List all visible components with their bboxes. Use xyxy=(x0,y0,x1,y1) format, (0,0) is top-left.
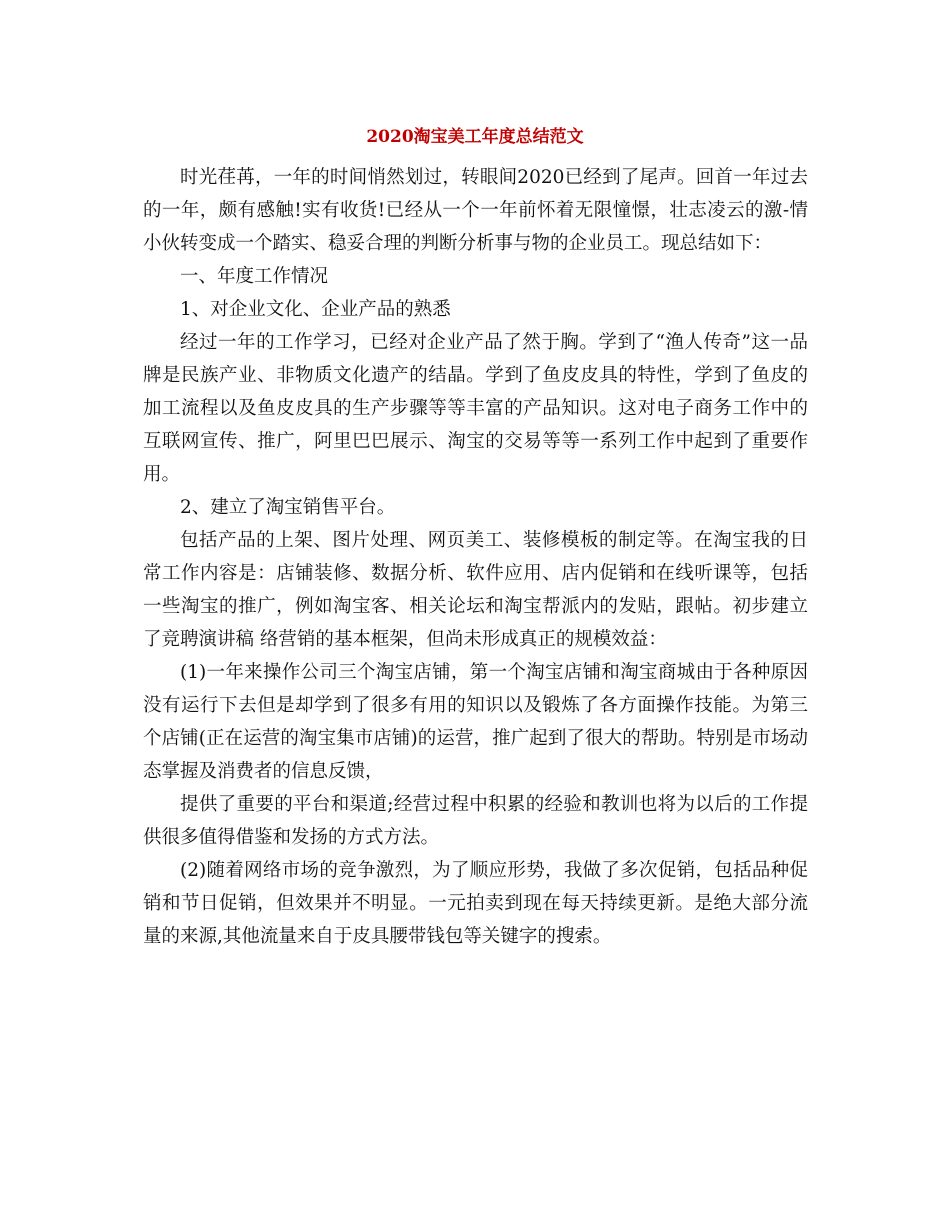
paragraph-item-1: (1)一年来操作公司三个淘宝店铺，第一个淘宝店铺和淘宝商城由于各种原因没有运行下去但是却学到了很多有用的知识以及锻炼了各方面操作技能。为第三个店铺(正在运营的淘宝集市店铺)的运营，推广起到了很大的帮助。特别是市场动态掌握及消费者的信息反馈， xyxy=(143,662,808,782)
paragraph-item-1-continued: 提供了重要的平台和渠道;经营过程中积累的经验和教训也将为以后的工作提供很多值得借鉴和发扬的方式方法。 xyxy=(143,794,808,848)
subsection-heading-culture-products: 1、对企业文化、企业产品的熟悉 xyxy=(180,299,451,320)
paragraph-daily-work: 包括产品的上架、图片处理、网页美工、装修模板的制定等。在淘宝我的日常工作内容是：店铺装修、数据分析、软件应用、店内促销和在线听课等，包括一些淘宝的推广，例如淘宝客、相关论坛和淘宝帮派内的发贴，跟帖。初步建立了竞聘演讲稿 络营销的基本框架，但尚未形成真正的规模效益： xyxy=(143,530,808,650)
paragraph-item-2: (2)随着网络市场的竞争激烈，为了顺应形势，我做了多次促销，包括品种促销和节日促销，但效果并不明显。一元拍卖到现在每天持续更新。是绝大部分流量的来源,其他流量来自于皮具腰带钱包等关键字的搜索。 xyxy=(143,860,808,947)
paragraph-product-knowledge: 经过一年的工作学习，已经对企业产品了然于胸。学到了“渔人传奇”这一品牌是民族产业、非物质文化遗产的结晶。学到了鱼皮皮具的特性，学到了鱼皮的加工流程以及鱼皮皮具的生产步骤等等丰富的产品知识。这对电子商务工作中的互联网宣传、推广，阿里巴巴展示、淘宝的交易等等一系列工作中起到了重要作用。 xyxy=(143,332,808,485)
document-body xyxy=(143,161,808,953)
paragraph-intro: 时光荏苒，一年的时间悄然划过，转眼间2020已经到了尾声。回首一年过去的一年，颇有感触!实有收货!已经从一个一年前怀着无限憧憬，壮志凌云的激-情小伙转变成一个踏实、稳妥合理的判断分析事与物的企业员工。现总结如下： xyxy=(143,167,808,254)
section-heading-annual-work: 一、年度工作情况 xyxy=(180,266,329,287)
document-title: 2020淘宝美工年度总结范文 xyxy=(366,127,584,147)
subsection-heading-taobao-platform: 2、建立了淘宝销售平台。 xyxy=(180,497,396,518)
